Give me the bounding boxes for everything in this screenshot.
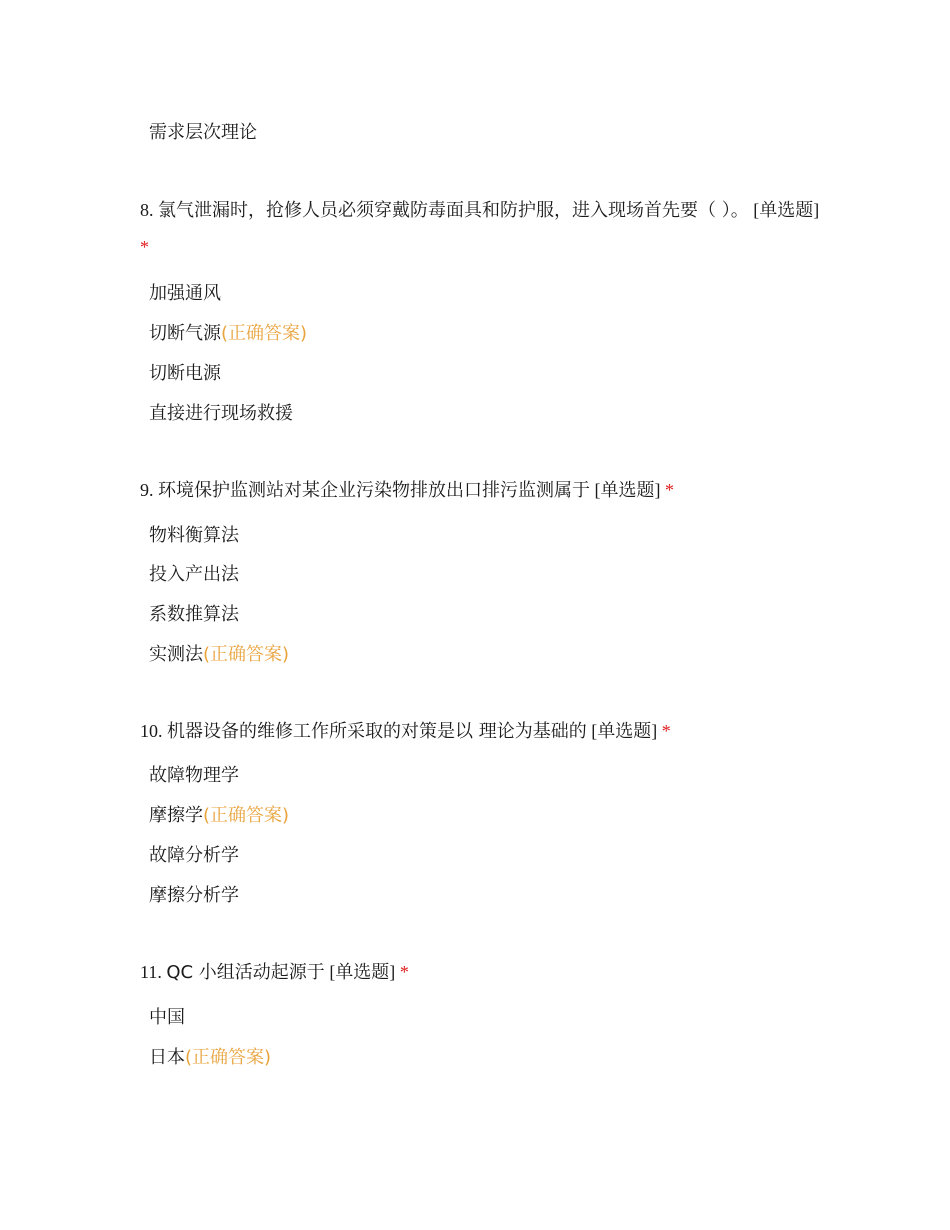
option-label: 实测法 [149, 644, 203, 665]
option-label: 中国 [149, 1007, 185, 1028]
option-item[interactable] [149, 282, 221, 306]
question-text: 环境保护监测站对某企业污染物排放出口排污监测属于 [158, 480, 590, 501]
option-label: 系数推算法 [149, 604, 239, 625]
question-number: 9. [140, 480, 154, 500]
question-number: 11. [140, 962, 162, 982]
required-mark: * [665, 480, 674, 500]
option-label: 故障物理学 [149, 765, 239, 786]
correct-answer-tag: (正确答案) [221, 323, 308, 344]
option-label: 加强通风 [149, 283, 221, 304]
question-number: 8. [140, 200, 154, 220]
option-label: 摩擦分析学 [149, 885, 239, 906]
option-item[interactable] [149, 1046, 271, 1070]
option-label: 物料衡算法 [149, 525, 239, 546]
option-item[interactable] [149, 603, 239, 627]
question-8 [140, 192, 820, 265]
question-type: [单选题] [591, 721, 658, 741]
option-item[interactable] [149, 322, 307, 346]
option-item[interactable] [149, 764, 239, 788]
correct-answer-tag: (正确答案) [185, 1047, 272, 1068]
question-text: QC 小组活动起源于 [166, 962, 325, 983]
option-item[interactable] [149, 643, 289, 667]
question-text: 氯气泄漏时，抢修人员必须穿戴防毒面具和防护服，进入现场首先要（ ）。 [158, 200, 749, 221]
option-item [149, 121, 257, 145]
question-type: [单选题] [753, 200, 820, 220]
correct-answer-tag: (正确答案) [203, 644, 290, 665]
option-label: 切断电源 [149, 363, 221, 384]
option-label: 日本 [149, 1047, 185, 1068]
option-label: 需求层次理论 [149, 122, 257, 143]
option-item[interactable] [149, 884, 239, 908]
question-9 [140, 472, 820, 509]
question-11 [140, 954, 820, 991]
required-mark: * [661, 721, 671, 741]
option-label: 故障分析学 [149, 845, 239, 866]
question-type: [单选题] [594, 480, 661, 500]
option-label: 摩擦学 [149, 805, 203, 826]
option-label: 直接进行现场救援 [149, 403, 293, 424]
question-10 [140, 713, 820, 750]
option-item[interactable] [149, 402, 293, 426]
question-type: [单选题] [329, 962, 396, 982]
option-item[interactable] [149, 563, 239, 587]
question-text: 机器设备的维修工作所采取的对策是以 理论为基础的 [167, 721, 587, 742]
option-item[interactable] [149, 844, 239, 868]
option-item[interactable] [149, 1006, 185, 1030]
required-mark: * [399, 962, 409, 982]
option-item[interactable] [149, 524, 239, 548]
required-mark: * [140, 237, 149, 257]
question-number: 10. [140, 721, 163, 741]
option-item[interactable] [149, 804, 289, 828]
option-label: 投入产出法 [149, 564, 239, 585]
option-item[interactable] [149, 362, 221, 386]
option-label: 切断气源 [149, 323, 221, 344]
correct-answer-tag: (正确答案) [203, 805, 290, 826]
